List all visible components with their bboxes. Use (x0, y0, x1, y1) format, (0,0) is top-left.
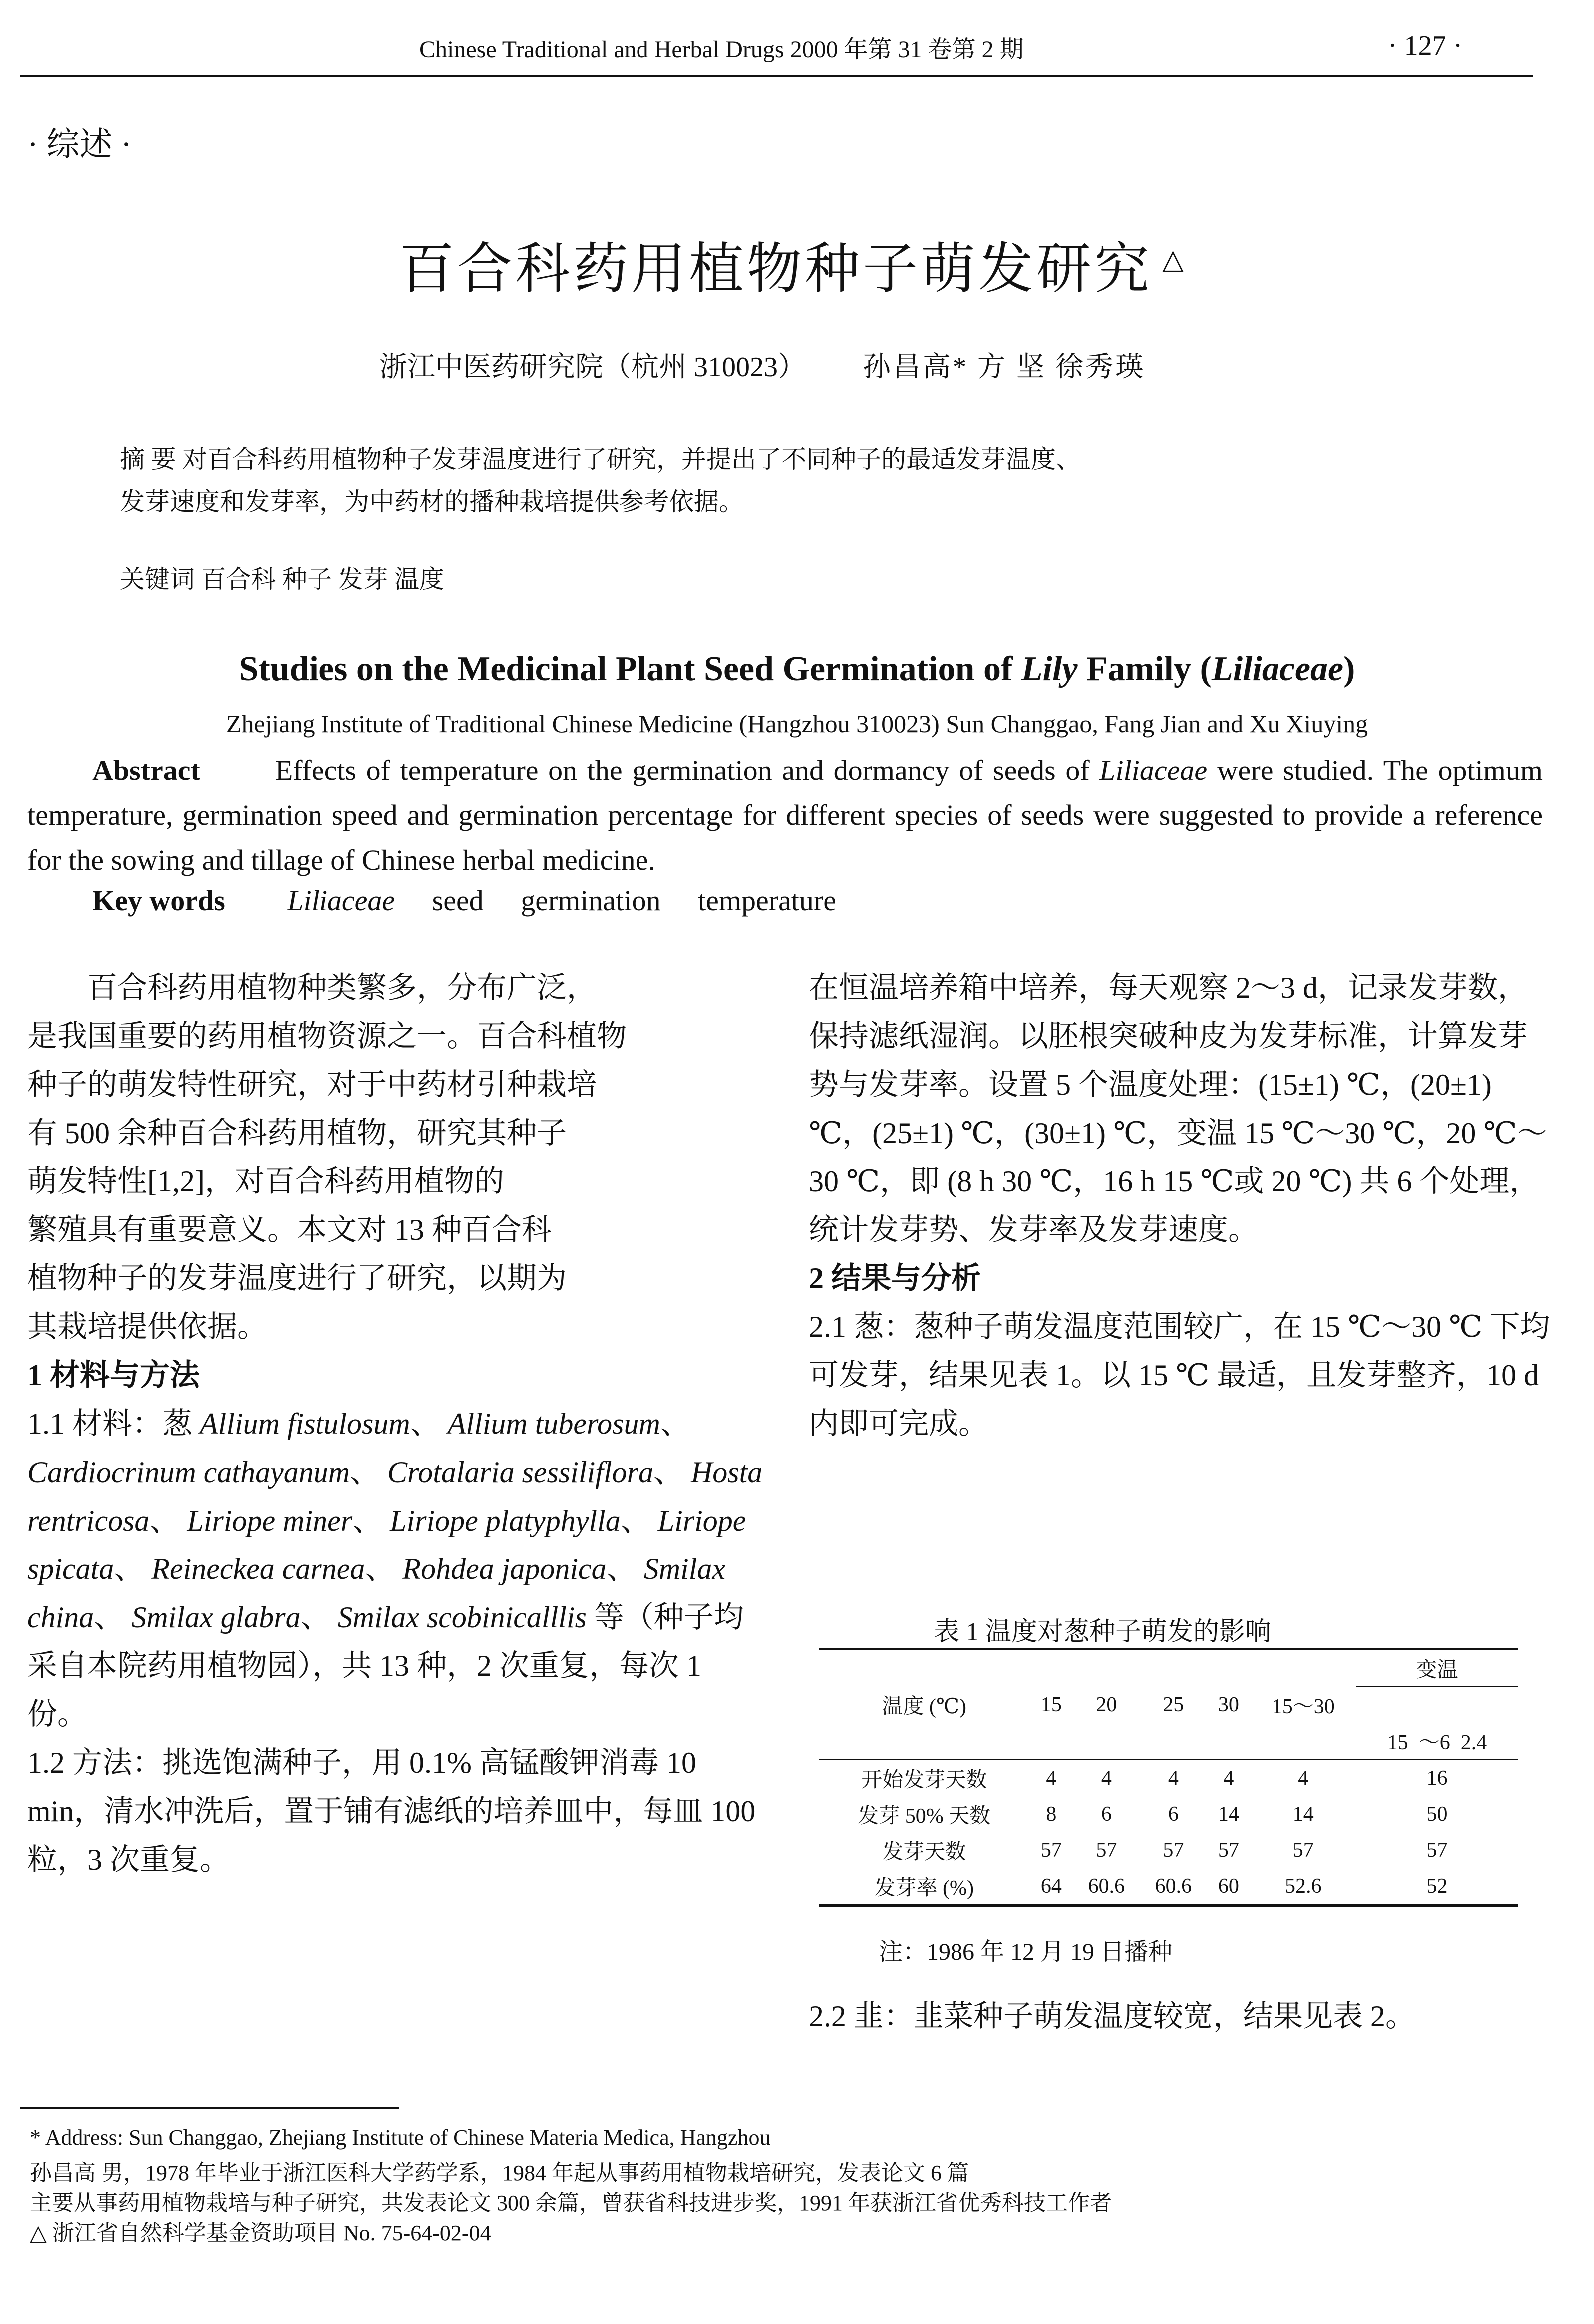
table-row (819, 1832, 1518, 1868)
table-cell: 50 (1426, 1803, 1448, 1826)
abstract-zh-line-1: 摘 要 对百合科药用植物种子发芽温度进行了研究，并提出了不同种子的最适发芽温度、 (120, 445, 1081, 473)
abstract-label: Abstract (92, 754, 200, 786)
species-name: Allium tuberosum (447, 1407, 660, 1440)
intro-line: 有 500 余种百合科药用植物，研究其种子 (27, 1117, 567, 1150)
table-cell: 16 (1356, 1760, 1518, 1797)
species-name: Hosta rentricosa (27, 1456, 763, 1537)
authors-zh (379, 345, 1145, 385)
title-en-part: ) (1343, 650, 1355, 688)
table-header-cell: 温度 (℃) (882, 1695, 966, 1718)
page-number: · 127 · (1388, 30, 1463, 61)
table-cell: 6 (1101, 1803, 1112, 1826)
species-name: Liriope miner (187, 1504, 353, 1537)
keyword: seed (432, 884, 484, 917)
table-cell: 8 (1046, 1803, 1057, 1826)
keyword: germination (521, 884, 661, 917)
intro-line: 是我国重要的药用植物资源之一。百合科植物 (27, 1020, 627, 1053)
table-cell: 4 (1207, 1760, 1250, 1797)
table-header-cell: 25 (1163, 1693, 1184, 1716)
species-name: Rohdea japonica (402, 1552, 607, 1585)
intro-line: 萌发特性[1,2]，对百合科药用植物的 (27, 1165, 504, 1198)
keywords-zh: 关键词 百合科 种子 发芽 温度 (120, 565, 444, 593)
table-1 (819, 1648, 1518, 1907)
species-name: Smilax scobinicalllis (337, 1601, 587, 1634)
intro-line: 植物种子的发芽温度进行了研究，以期为 (27, 1262, 567, 1295)
table-cell: 57 (1292, 1839, 1314, 1862)
table-cell: 57 (1218, 1839, 1239, 1862)
affiliation-zh: 浙江中医药研究院（杭州 310023） (379, 352, 806, 383)
species-name: Liriope spicata (27, 1504, 746, 1585)
table-note: 注：1986 年 12 月 19 日播种 (879, 1939, 1173, 1965)
section-2-2: 2.2 韭：韭菜种子萌发温度较宽，结果见表 2。 (809, 2000, 1415, 2033)
species-name: Liriope platyphylla (390, 1504, 621, 1537)
title-en-lily: Lily (1021, 650, 1078, 688)
sub-header: ～6 (1418, 1731, 1450, 1754)
table-header-row (819, 1723, 1518, 1760)
table-row (819, 1760, 1518, 1797)
table-cell: 14 (1218, 1803, 1239, 1826)
footnote-rule (20, 2107, 399, 2109)
abstract-text: Effects of temperature on the germination and dormancy of seeds of (275, 754, 1100, 786)
sub-header: 2.4 (1460, 1731, 1487, 1754)
intro-line: 繁殖具有重要意义。本文对 13 种百合科 (27, 1213, 552, 1246)
species-name: Smilax china (27, 1552, 725, 1634)
paper-title-en (0, 649, 1594, 689)
title-en-part: Family ( (1077, 650, 1212, 688)
title-en-part: Studies on the Medicinal Plant Seed Germination of (239, 650, 1021, 688)
section-1-heading: 1 材料与方法 (27, 1359, 200, 1392)
table-header-cell: 20 (1096, 1693, 1117, 1716)
intro-line: 百合科药用植物种类繁多，分布广泛， (87, 971, 597, 1004)
table-cell: 57 (1040, 1839, 1062, 1862)
table-cell: 4 (1140, 1760, 1207, 1797)
section-1-1-lead: 1.1 材料：葱 (27, 1407, 192, 1440)
table-cell: 60.6 (1140, 1868, 1207, 1906)
table-header-cell: 15 (1040, 1693, 1062, 1716)
table-header-cell: 30 (1218, 1693, 1239, 1716)
table-row-label: 发芽率 (%) (819, 1868, 1029, 1906)
table-cell: 57 (1096, 1839, 1117, 1862)
table-cell: 60 (1207, 1868, 1250, 1906)
triangle-footnote-mark: △ (1162, 244, 1187, 276)
abstract-zh-line-2: 发芽速度和发芽率，为中药材的播种栽培提供参考依据。 (120, 488, 744, 516)
section-1-1-tail: 等（种子均采自本院药用植物园），共 13 种，2 次重复，每次 1 份。 (27, 1601, 744, 1731)
table-header-row (819, 1687, 1518, 1723)
table-cell: 14 (1292, 1803, 1314, 1826)
species-name: Cardiocrinum cathayanum (27, 1456, 350, 1489)
section-2-1: 2.1 葱：葱种子萌发温度范围较广，在 15 ℃～30 ℃ 下均可发芽，结果见表 1。以 15 ℃ 最适，且发芽整齐，10 d 内即可完成。 (809, 1310, 1550, 1440)
table-cell: 4 (1250, 1760, 1356, 1797)
table-cell: 52.6 (1250, 1868, 1356, 1906)
table-header-cell: 15～30 (1272, 1695, 1335, 1718)
footnote-funding: △ 浙江省自然科学基金资助项目 No. 75-64-02-04 (30, 2221, 491, 2245)
table-row (819, 1868, 1518, 1906)
right-column (809, 964, 1553, 1448)
title-en-liliaceae: Liliaceae (1211, 650, 1344, 688)
keyword: temperature (698, 884, 836, 917)
table-row-label: 开始发芽天数 (819, 1760, 1029, 1797)
footnote-bio: 主要从事药用植物栽培与种子研究，共发表论文 300 余篇，曾获省科技进步奖，1991 年获浙江省优秀科技工作者 (30, 2191, 1112, 2215)
table-1-caption: 表 1 温度对葱种子萌发的影响 (934, 1618, 1272, 1646)
section-1-1: 1.1 材料：葱 Allium fistulosum、 Allium tuberosum、 Cardiocrinum cathayanum、 Crotalaria sessiliflora、 Hosta rentricosa、 Liriope miner、 Liriope platyphylla、 Liriope spicata、 Reineckea carnea、 Rohdea japonica、 Smilax china、 Smilax glabra、 Smilax scobinicalllis 等（种子均采自本院药用植物园），共 13 种，2 次重复，每次 1 份。 (27, 1407, 763, 1731)
intro-line: 其栽培提供依据。 (27, 1310, 267, 1343)
keywords-en (92, 884, 866, 917)
journal-info: Chinese Traditional and Herbal Drugs 2000 年第 31 卷第 2 期 (419, 36, 1024, 63)
table-cell: 6 (1168, 1803, 1179, 1826)
keyword: Liliaceae (287, 884, 395, 917)
table-header-row (819, 1649, 1518, 1687)
table-cell: 52 (1356, 1868, 1518, 1906)
title-text: 百合科药用植物种子萌发研究 (399, 239, 1152, 300)
table-cell: 57 (1163, 1839, 1184, 1862)
table-row (819, 1796, 1518, 1832)
intro-line: 种子的萌发特性研究，对于中药材引种栽培 (27, 1068, 597, 1101)
species-name: Smilax glabra (131, 1601, 301, 1634)
species-name: Crotalaria sessiliflora (387, 1456, 653, 1489)
left-column (27, 964, 766, 1884)
author-names-zh: 孙昌高* 方 坚 徐秀瑛 (863, 352, 1145, 383)
paper-title-zh (399, 225, 1187, 304)
running-header (0, 30, 1594, 70)
species-name: Reineckea carnea (151, 1552, 365, 1585)
footnote-address: * Address: Sun Changgao, Zhejiang Institute of Chinese Materia Medica, Hangzhou (30, 2125, 771, 2150)
table-row-label: 发芽 50% 天数 (858, 1805, 991, 1828)
abstract-text: were studied. The optimum temperature, germination speed and germination percentage for different species of seeds were suggested to provide a reference for the sowing and tillage of Chinese herbal medicine. (27, 754, 1543, 876)
table-row-label: 发芽天数 (882, 1841, 966, 1864)
species-name: Allium fistulosum (200, 1407, 410, 1440)
table-cell: 64 (1029, 1868, 1073, 1906)
table-cell: 4 (1029, 1760, 1073, 1797)
table-cell: 57 (1426, 1839, 1448, 1862)
keywords-label: Key words (92, 884, 225, 917)
section-label: · 综述 · (27, 126, 132, 163)
footnote-bio: 孙昌高 男，1978 年毕业于浙江医科大学药学系，1984 年起从事药用植物栽培研究，发表论文 6 篇 (30, 2161, 969, 2185)
header-rule (20, 75, 1533, 77)
table-header-group: 变温 (1356, 1649, 1518, 1687)
table-cell: 60.6 (1073, 1868, 1140, 1906)
method-paragraph: 在恒温培养箱中培养，每天观察 2～3 d，记录发芽数，保持滤纸湿润。以胚根突破种皮为发芽标准，计算发芽势与发芽率。设置 5 个温度处理：(15±1) ℃，(20±1) ℃，(25±1) ℃，(30±1) ℃，变温 15 ℃～30 ℃，20 ℃～30 ℃，即 (8 h 30 ℃，16 h 15 ℃或 20 ℃) 共 6 个处理，统计发芽势、发芽率及发芽速度。 (809, 971, 1547, 1246)
table-header-cell (1356, 1723, 1518, 1760)
table-cell: 4 (1073, 1760, 1140, 1797)
section-2-heading: 2 结果与分析 (809, 1262, 981, 1295)
abstract-text-italic: Liliaceae (1099, 754, 1208, 786)
abstract-en (27, 748, 1543, 883)
affiliation-en: Zhejiang Institute of Traditional Chinese Medicine (Hangzhou 310023) Sun Changgao, Fang Jian and Xu Xiuying (226, 710, 1368, 738)
section-1-2: 1.2 方法：挑选饱满种子，用 0.1% 高锰酸钾消毒 10 min，清水冲洗后，置于铺有滤纸的培养皿中，每皿 100 粒，3 次重复。 (27, 1746, 756, 1876)
sub-header: 15 (1387, 1731, 1408, 1754)
